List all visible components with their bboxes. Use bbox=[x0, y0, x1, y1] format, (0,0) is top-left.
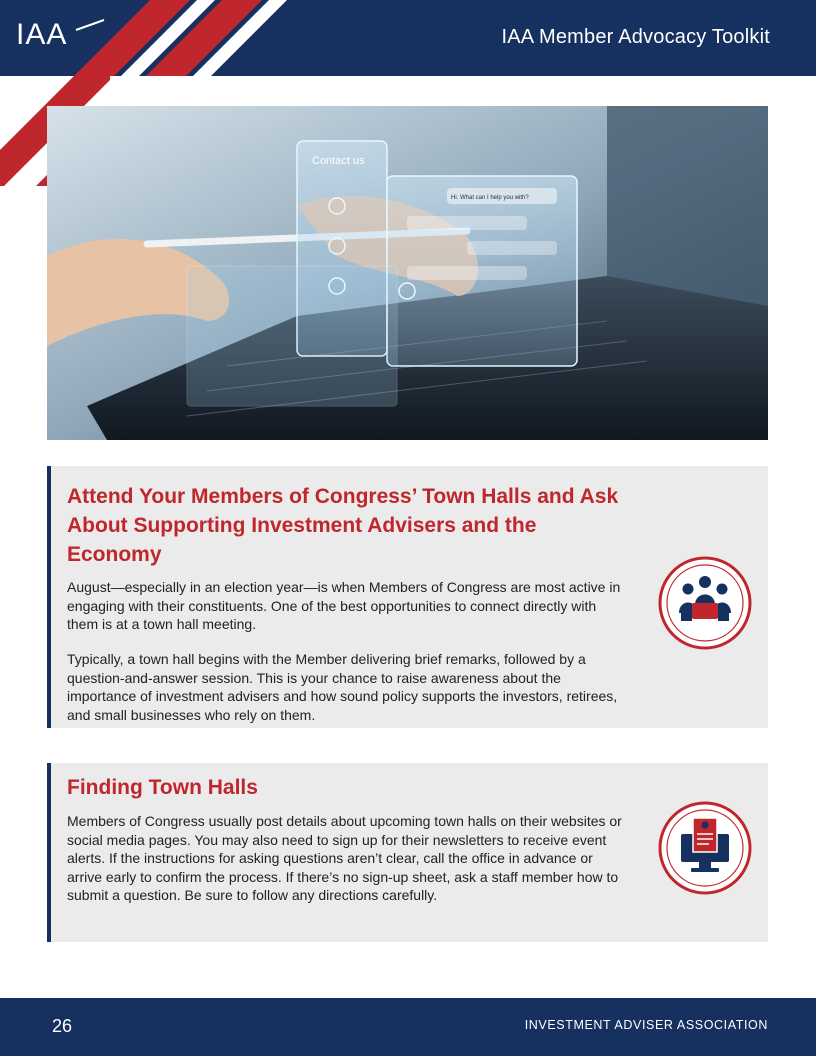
section-heading: Finding Town Halls bbox=[67, 776, 258, 799]
computer-document-icon bbox=[657, 800, 753, 896]
meeting-group-icon bbox=[657, 555, 753, 651]
finding-town-halls-section bbox=[47, 763, 768, 942]
town-hall-section bbox=[47, 466, 768, 728]
laptop-typing-illustration bbox=[47, 106, 768, 440]
logo-swoosh-icon bbox=[18, 16, 108, 52]
section-paragraph: Typically, a town hall begins with the Member delivering brief remarks, followed by a question-and-answer session. This is your chance to raise awareness about the importance of investment advisers and how sound policy supports the investors, retirees, and small businesses who rely on them. bbox=[67, 651, 618, 723]
section-heading: Attend Your Members of Congress’ Town Halls and Ask About Supporting Investment Advisers and the Economy bbox=[67, 485, 619, 566]
page-footer bbox=[0, 998, 816, 1056]
page-header bbox=[0, 0, 816, 76]
hero-contact-label: Contact us bbox=[312, 155, 365, 167]
hero-chat-label: Hi. What can I help you with? bbox=[451, 195, 529, 201]
hero-image bbox=[47, 106, 768, 440]
page-number: 26 bbox=[52, 1016, 73, 1036]
organization-name: INVESTMENT ADVISER ASSOCIATION bbox=[524, 1018, 768, 1032]
document-title: IAA Member Advocacy Toolkit bbox=[501, 26, 770, 48]
section-paragraph: Members of Congress usually post details about upcoming town halls on their websites or social media pages. You may also need to sign up for their newsletters to receive event alerts. If the instructions for asking questions aren’t clear, call the office in advance or arrive early to confirm the process. If there’s no sign-up sheet, ask a staff member how to submit a question. Be sure to follow any directions carefully. bbox=[67, 813, 622, 903]
iaa-logo: IAA bbox=[16, 18, 68, 51]
section-paragraph: August—especially in an election year—is when Members of Congress are most active in engaging with their constituents. One of the best opportunities to connect directly with them is at a town hall meeting. bbox=[67, 579, 621, 632]
